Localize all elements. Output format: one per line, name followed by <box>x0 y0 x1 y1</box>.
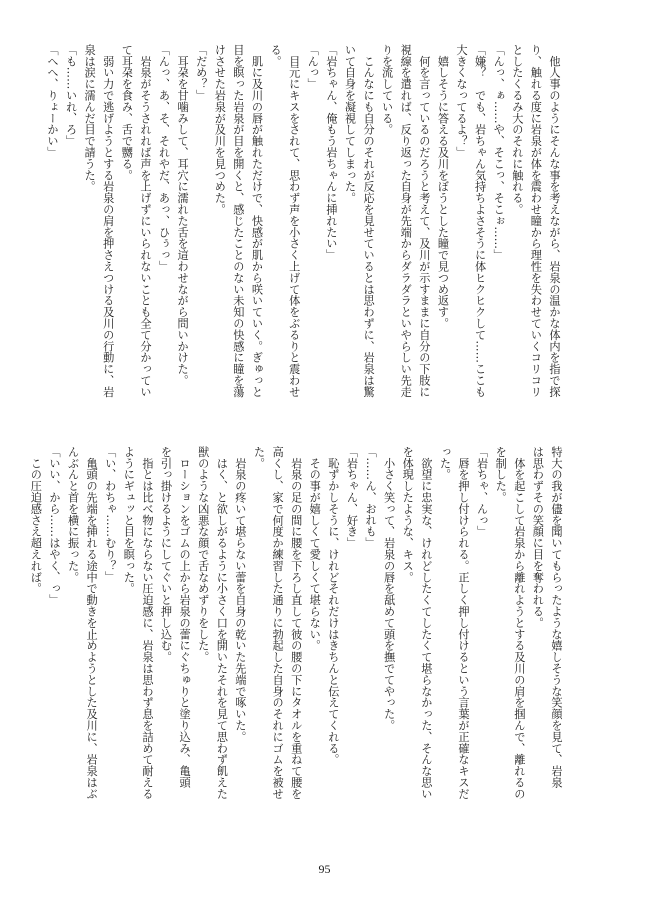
body-text-upper: 他人事のようにそんな事を考えながら、岩泉の温かな体内を指で探 り、触れる度に岩泉が体を震わせ瞳から理性を失わせていくコリコリ としたくるみ大のそれに触れる。 「んっ、ぁ……や、そこっ、そこぉ……」 「嫌？ でも、岩ちゃん気持ちよさそうに体ヒクヒクして……ここも 大きくなってるよ？」 嬉しそうに答える及川をぼうとした瞳で見つめ返す。 何を言っているのだろうと考えて、及川が示すままに自分の下肢に 視線を遣れば、反り返った自身が先端からダラダラといやらしい先走 りを流している。 こんなにも自分のそれが反応を見せているとは思わずに、岩泉は驚 いて自身を凝視してしまった。 「岩ちゃん、俺もう岩ちゃんに挿れたい」 「んっ」 目元にキスをされて、思わず声を小さく上げて体をぶるりと震わせ る。 肌に及川の唇が触れただけで、快感が肌から咲いていく。ぎゅっと 目を瞑った岩泉が目を開くと、感じたことのない未知の快感に瞳を蕩 けさせた岩泉が及川を見つめた。 「だめ？」 耳朶を甘噛みして、耳穴に濡れた舌を這わせながら問いかけた。 「んっ、あ、そ、それやだ、あっ、ひぅっ」 岩泉がそうされれば声を上げずにいられないことも全て分かってい て耳朶を食み、舌で嬲る。 弱い力で逃げようとする岩泉の肩を押さえつける及川の行動に、岩 泉は涙に濡んだ目で請うた。 「も……いれ、ろ」 「へへ、りょーかい」 <box>45 44 561 398</box>
page-number: 95 <box>318 862 331 876</box>
body-text-lower: 特大の我が儘を聞いてもらったような嬉しそうな笑顔を見て、岩泉 は思わずその笑顔に目を奪われる。 体を起こして岩泉から離れようとする及川の肩を掴んで、離れるの を制した。 「岩ちゃ、んっ」 唇を押し付けられる。正しく押し付けるという言葉が正確なキスだ った。 欲望に忠実な、けれどしたくてしたくて堪らなかった、そんな思い を体現したような、キス。 小さく笑って、岩泉の唇を舐めて頭を撫でてやった。 「……ん、おれも」 「岩ちゃん、好き」 恥ずかしそうに、けれどそれだけはきちんと伝えてくれる。 その事が嬉しくて愛しくて堪らない。 岩泉の足の間に腰を下ろし直して彼の腰の下にタオルを重ねて腰を 高くし、家で何度か練習した通りに勃起した自身のそれにゴムを被せ た。 岩泉の疼いて堪らない蕾を自身の乾いた先端で啄いた。 はく、と欲しがるように小さく口を開いたそれを見て思わず飢えた 獣のような凶悪な顔で舌なめずりをした。 ローションをゴムの上から岩泉の蕾にぐちゅりと塗り込み、亀頭 を引っ掛けるようにしてぐいと押し込む。 指とは比べ物にならない圧迫感に、岩泉は思わず息を詰めて耐える ようにギュッと目を瞑った。 「い、わちゃ……むり？」 亀頭の先端を挿れる途中で動きを止めようとした及川に、岩泉はぶ んぶんと首を横に振った。 「いい、から……はやく、っ」 この圧迫感さえ超えれば。 <box>29 446 563 800</box>
